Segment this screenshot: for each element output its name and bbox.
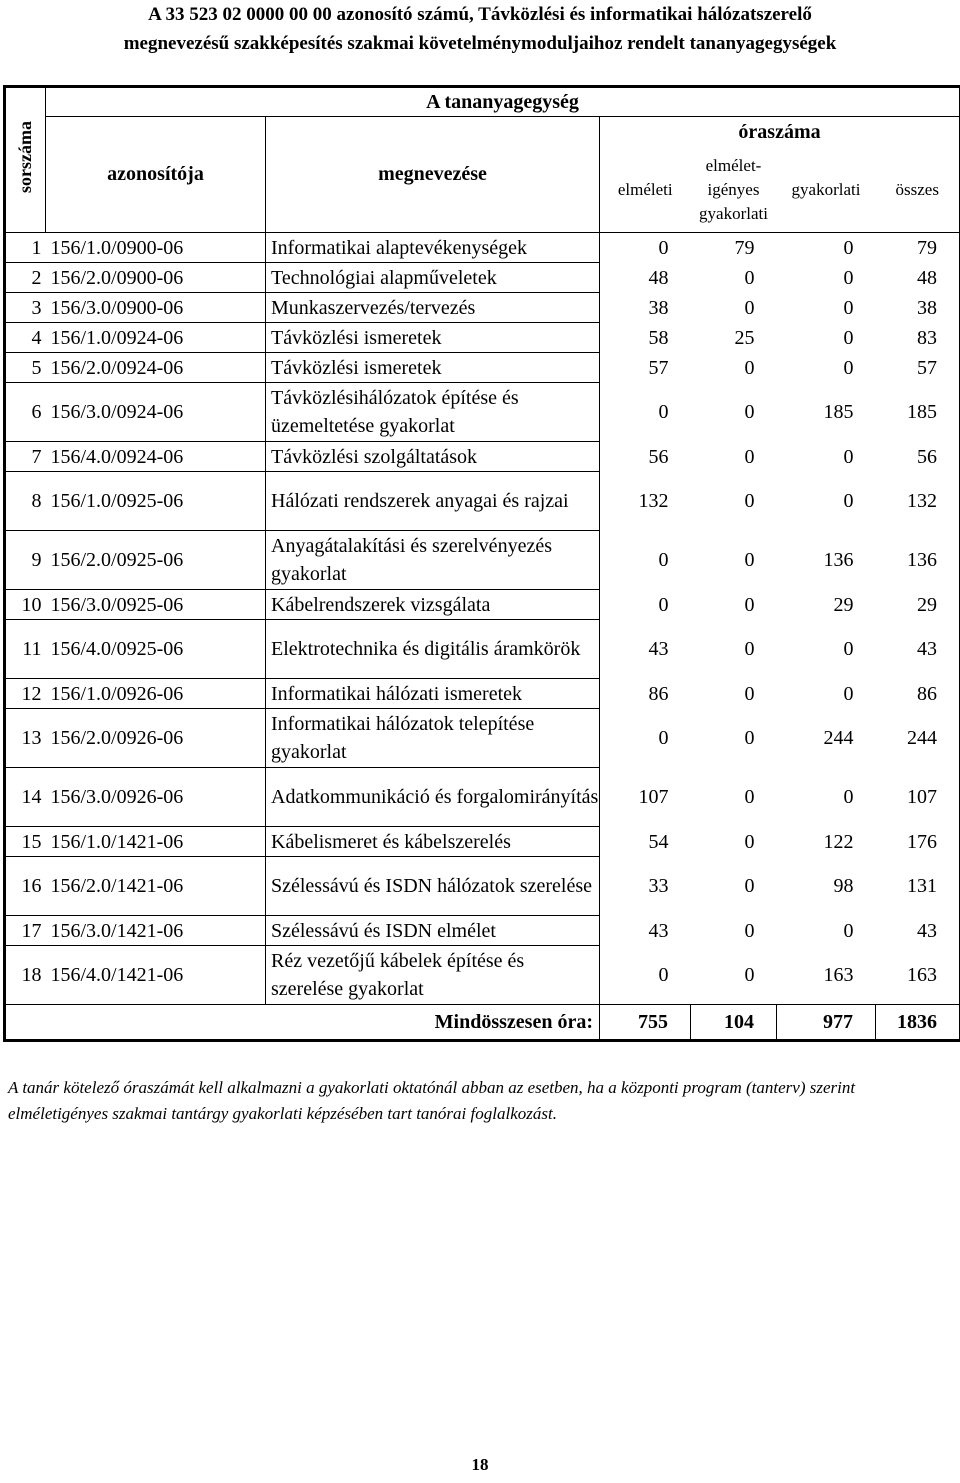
row-megnevezes: Munkaszervezés/tervezés — [266, 293, 600, 323]
header-sorszama: sorszáma — [5, 87, 46, 233]
row-number: 6 — [5, 383, 46, 442]
row-elmeletigenyes: 0 — [744, 919, 755, 942]
row-azonosito: 156/2.0/0926-06 — [46, 709, 266, 768]
row-elmeletigenyes: 0 — [744, 682, 755, 705]
row-elmeleti: 0 — [600, 383, 691, 442]
footnote: A tanár kötelező óraszámát kell alkalmazni a gyakorlati oktatónál abban az esetben, ha a központi program (tanterv) szerint elméletigényes szakmai tantárgy gyakorlati képzésében tart tanórai foglalkozást. — [8, 1078, 856, 1123]
row-gyakorlati: 163 — [823, 963, 854, 986]
table-body — [5, 233, 960, 1041]
row-gyakorlati: 0 — [843, 356, 854, 379]
row-elmeleti: 56 — [600, 442, 691, 472]
curriculum-table — [3, 85, 960, 1042]
title-line-1: A 33 523 02 0000 00 00 azonosító számú, Távközlési és informatikai hálózatszerelő — [148, 4, 812, 25]
row-gyakorlati: 136 — [823, 549, 854, 571]
row-megnevezes: Réz vezetőjű kábelek építése és szerelése gyakorlat — [266, 946, 600, 1005]
row-osszes: 185 — [876, 383, 960, 442]
row-gyakorlati: 0 — [843, 786, 854, 808]
total-gyakorlati: 977 — [777, 1005, 876, 1041]
row-osszes: 136 — [876, 531, 960, 590]
row-elmeleti: 0 — [600, 946, 691, 1005]
row-megnevezes: Technológiai alapműveletek — [266, 263, 600, 293]
row-azonosito: 156/4.0/0924-06 — [46, 442, 266, 472]
row-osszes: 131 — [876, 857, 960, 916]
row-azonosito: 156/1.0/0900-06 — [46, 233, 266, 263]
row-azonosito: 156/1.0/1421-06 — [46, 827, 266, 857]
row-elmeletigenyes: 0 — [744, 593, 755, 616]
row-gyakorlati: 0 — [843, 445, 854, 468]
row-elmeletigenyes: 0 — [744, 875, 755, 897]
page-number: 18 — [471, 1455, 489, 1474]
row-elmeleti: 132 — [600, 472, 691, 531]
row-gyakorlati: 0 — [843, 638, 854, 660]
row-elmeletigenyes: 0 — [744, 266, 755, 289]
row-elmeleti: 57 — [600, 353, 691, 383]
row-megnevezes: Elektrotechnika és digitális áramkörök — [266, 620, 600, 679]
table-row — [5, 353, 960, 383]
row-elmeleti: 0 — [600, 590, 691, 620]
table-row — [5, 679, 960, 709]
row-elmeletigenyes: 0 — [744, 830, 755, 853]
table-row — [5, 442, 960, 472]
row-elmeletigenyes: 0 — [744, 786, 755, 808]
row-azonosito: 156/3.0/0924-06 — [46, 383, 266, 442]
row-number: 7 — [5, 442, 46, 472]
table-row — [5, 768, 960, 827]
row-osszes: 29 — [876, 590, 960, 620]
row-megnevezes: Távközlési ismeretek — [266, 353, 600, 383]
row-azonosito: 156/1.0/0925-06 — [46, 472, 266, 531]
table-row — [5, 827, 960, 857]
row-number: 11 — [5, 620, 46, 679]
row-megnevezes: Távközlési ismeretek — [266, 323, 600, 353]
header-tananyagegyseg: A tananyagegység — [46, 87, 960, 117]
row-gyakorlati: 0 — [843, 490, 854, 512]
row-elmeletigenyes: 0 — [744, 638, 755, 660]
row-elmeleti: 43 — [600, 916, 691, 946]
row-number: 12 — [5, 679, 46, 709]
row-megnevezes: Anyagátalakítási és szerelvényezés gyakorlat — [266, 531, 600, 590]
row-elmeletigenyes: 79 — [734, 236, 755, 259]
row-azonosito: 156/3.0/0925-06 — [46, 590, 266, 620]
row-osszes: 79 — [876, 233, 960, 263]
row-azonosito: 156/2.0/0924-06 — [46, 353, 266, 383]
row-elmeleti: 0 — [600, 709, 691, 768]
row-gyakorlati: 122 — [823, 830, 854, 853]
row-elmeleti: 54 — [600, 827, 691, 857]
table-row — [5, 323, 960, 353]
row-megnevezes: Informatikai hálózatok telepítése gyakorlat — [266, 709, 600, 768]
row-elmeletigenyes: 0 — [744, 490, 755, 512]
table-row — [5, 293, 960, 323]
row-number: 15 — [5, 827, 46, 857]
title-line-2: megnevezésű szakképesítés szakmai követelménymoduljaihoz rendelt tananyagegységek — [123, 33, 837, 54]
row-elmeleti: 38 — [600, 293, 691, 323]
row-number: 5 — [5, 353, 46, 383]
row-gyakorlati: 0 — [843, 236, 854, 259]
row-osszes: 56 — [876, 442, 960, 472]
table-row — [5, 620, 960, 679]
table-row — [5, 263, 960, 293]
row-number: 1 — [5, 233, 46, 263]
row-megnevezes: Szélessávú és ISDN elmélet — [266, 916, 600, 946]
total-label: Mindösszesen óra: — [5, 1005, 600, 1041]
row-megnevezes: Kábelrendszerek vizsgálata — [266, 590, 600, 620]
row-megnevezes: Hálózati rendszerek anyagai és rajzai — [266, 472, 600, 531]
row-azonosito: 156/2.0/0925-06 — [46, 531, 266, 590]
row-osszes: 132 — [876, 472, 960, 531]
row-gyakorlati: 0 — [843, 296, 854, 319]
row-number: 4 — [5, 323, 46, 353]
row-azonosito: 156/3.0/0926-06 — [46, 768, 266, 827]
row-elmeletigenyes: 0 — [744, 445, 755, 468]
row-megnevezes: Adatkommunikáció és forgalomirányítás — [266, 768, 600, 827]
table-row — [5, 709, 960, 768]
table-row — [5, 472, 960, 531]
row-gyakorlati: 0 — [843, 266, 854, 289]
row-number: 3 — [5, 293, 46, 323]
row-number: 9 — [5, 531, 46, 590]
row-elmeleti: 0 — [600, 233, 691, 263]
row-elmeleti: 33 — [600, 857, 691, 916]
table-row — [5, 383, 960, 442]
header-elmeletigenyes: elmélet- igényes gyakorlati — [691, 148, 777, 233]
row-number: 2 — [5, 263, 46, 293]
row-osszes: 43 — [876, 916, 960, 946]
row-osszes: 83 — [876, 323, 960, 353]
row-number: 13 — [5, 709, 46, 768]
row-elmeleti: 86 — [600, 679, 691, 709]
table-row — [5, 531, 960, 590]
row-elmeletigenyes: 0 — [744, 296, 755, 319]
row-megnevezes: Informatikai alaptevékenységek — [266, 233, 600, 263]
row-gyakorlati: 0 — [843, 919, 854, 942]
row-number: 14 — [5, 768, 46, 827]
row-elmeleti: 0 — [600, 531, 691, 590]
row-megnevezes: Kábelismeret és kábelszerelés — [266, 827, 600, 857]
row-osszes: 163 — [876, 946, 960, 1005]
total-elmeletigenyes: 104 — [691, 1005, 777, 1041]
header-elmeleti: elméleti — [600, 148, 691, 233]
row-elmeletigenyes: 0 — [744, 356, 755, 379]
row-osszes: 244 — [876, 709, 960, 768]
row-azonosito: 156/1.0/0924-06 — [46, 323, 266, 353]
row-osszes: 48 — [876, 263, 960, 293]
header-gyakorlati: gyakorlati — [777, 148, 876, 233]
row-gyakorlati: 29 — [833, 593, 854, 616]
row-elmeleti: 107 — [600, 768, 691, 827]
row-elmeleti: 58 — [600, 323, 691, 353]
row-elmeletigenyes: 0 — [744, 401, 755, 423]
row-azonosito: 156/4.0/0925-06 — [46, 620, 266, 679]
row-elmeletigenyes: 0 — [744, 963, 755, 986]
table-row — [5, 233, 960, 263]
row-azonosito: 156/4.0/1421-06 — [46, 946, 266, 1005]
row-megnevezes: Szélessávú és ISDN hálózatok szerelése — [266, 857, 600, 916]
total-elmeleti: 755 — [600, 1005, 691, 1041]
row-gyakorlati: 185 — [823, 401, 854, 423]
total-osszes: 1836 — [876, 1005, 960, 1041]
row-number: 10 — [5, 590, 46, 620]
row-elmeletigenyes: 25 — [734, 326, 755, 349]
row-osszes: 43 — [876, 620, 960, 679]
row-azonosito: 156/2.0/1421-06 — [46, 857, 266, 916]
row-azonosito: 156/3.0/0900-06 — [46, 293, 266, 323]
row-gyakorlati: 98 — [833, 875, 854, 897]
row-number: 16 — [5, 857, 46, 916]
row-gyakorlati: 244 — [823, 727, 854, 749]
header-azonositoja: azonosítója — [46, 117, 266, 233]
row-megnevezes: Informatikai hálózati ismeretek — [266, 679, 600, 709]
row-azonosito: 156/2.0/0900-06 — [46, 263, 266, 293]
row-elmeletigenyes: 0 — [744, 727, 755, 749]
header-megnevezese: megnevezése — [266, 117, 600, 233]
row-osszes: 107 — [876, 768, 960, 827]
document-title — [0, 0, 960, 58]
row-elmeletigenyes: 0 — [744, 549, 755, 571]
row-gyakorlati: 0 — [843, 682, 854, 705]
table-row — [5, 590, 960, 620]
table-row — [5, 916, 960, 946]
row-osszes: 38 — [876, 293, 960, 323]
row-osszes: 176 — [876, 827, 960, 857]
row-elmeleti: 48 — [600, 263, 691, 293]
row-elmeleti: 43 — [600, 620, 691, 679]
header-oraszama: óraszáma — [600, 117, 960, 148]
row-megnevezes: Távközlési szolgáltatások — [266, 442, 600, 472]
row-megnevezes: Távközlésihálózatok építése és üzemeltetése gyakorlat — [266, 383, 600, 442]
row-osszes: 57 — [876, 353, 960, 383]
row-azonosito: 156/1.0/0926-06 — [46, 679, 266, 709]
row-osszes: 86 — [876, 679, 960, 709]
header-osszes: összes — [876, 148, 960, 233]
row-number: 17 — [5, 916, 46, 946]
row-azonosito: 156/3.0/1421-06 — [46, 916, 266, 946]
row-number: 18 — [5, 946, 46, 1005]
table-row — [5, 857, 960, 916]
row-gyakorlati: 0 — [843, 326, 854, 349]
row-number: 8 — [5, 472, 46, 531]
table-row — [5, 946, 960, 1005]
total-row — [5, 1005, 960, 1041]
